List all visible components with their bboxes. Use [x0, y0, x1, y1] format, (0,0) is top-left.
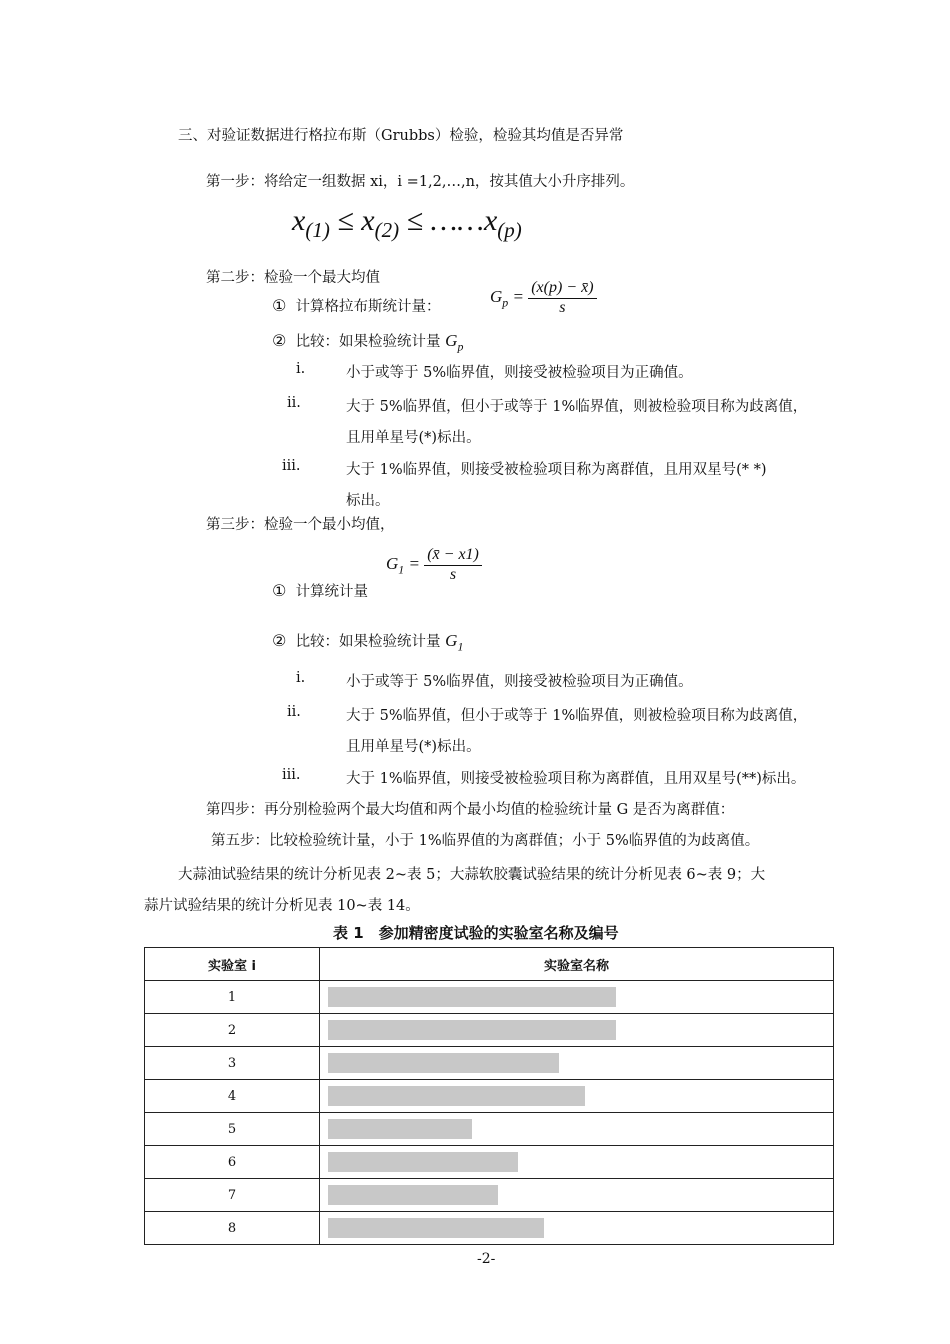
- lab-name-cell: [320, 1080, 834, 1113]
- table-row: [145, 1014, 834, 1047]
- gp-formula: $G_p$ = $\frac{(x(p) - x̄)}{s}$: [490, 280, 597, 317]
- table-row: [145, 1146, 834, 1179]
- step3-text: 第三步：检验一个最小均值，: [206, 517, 395, 533]
- summary-line-1: 大蒜油试验结果的统计分析见表 2~表 5；大蒜软胶囊试验结果的统计分析见表 6~表 9；大: [178, 867, 766, 883]
- table-header-row: [145, 948, 834, 981]
- step4-text: 第四步：再分别检验两个最大均值和两个最小均值的检验统计量 G 是否为离群值：: [206, 802, 735, 818]
- order-formula: $x_{(1)} \le x_{(2)}$ ≤ $\dots\dots x_{(p)}$: [292, 204, 522, 242]
- rule-text-line: 小于或等于 5%临界值，则接受被检验项目为正确值。: [346, 365, 693, 381]
- rule-marker: ii.: [287, 395, 301, 411]
- lab-id-cell: 6: [145, 1146, 320, 1179]
- lab-id-cell: 5: [145, 1113, 320, 1146]
- table-row: [145, 1179, 834, 1212]
- rule-text-line: 且用单星号(*)标出。: [346, 739, 481, 755]
- rule-text-line: 大于 5%临界值，但小于或等于 1%临界值，则被检验项目称为歧离值，: [346, 708, 808, 724]
- lab-name-cell: [320, 1146, 834, 1179]
- table-row: [145, 981, 834, 1014]
- lab-name-cell: [320, 1047, 834, 1080]
- page-number: -2-: [477, 1251, 496, 1267]
- rule-marker: iii.: [282, 458, 301, 474]
- rule-text-line: 大于 1%临界值，则接受被检验项目称为离群值，且用双星号(**)标出。: [346, 771, 806, 787]
- step2-item1: ① 计算格拉布斯统计量：: [272, 296, 441, 315]
- step5-text: 第五步：比较检验统计量，小于 1%临界值的为离群值；小于 5%临界值的为歧离值。: [211, 833, 760, 849]
- summary-line-2: 蒜片试验结果的统计分析见表 10~表 14。: [144, 898, 420, 914]
- redacted-lab-name: [328, 1218, 544, 1238]
- lab-id-cell: 1: [145, 981, 320, 1014]
- rule-text-line: 且用单星号(*)标出。: [346, 430, 481, 446]
- table-row: [145, 1212, 834, 1245]
- redacted-lab-name: [328, 1185, 498, 1205]
- table-caption: 表 1 参加精密度试验的实验室名称及编号: [333, 924, 619, 942]
- rule-text-line: 小于或等于 5%临界值，则接受被检验项目为正确值。: [346, 674, 693, 690]
- rule-marker: i.: [296, 361, 306, 377]
- table-row: [145, 1080, 834, 1113]
- lab-id-cell: 3: [145, 1047, 320, 1080]
- rule-marker: ii.: [287, 704, 301, 720]
- lab-id-cell: 2: [145, 1014, 320, 1047]
- lab-name-cell: [320, 1212, 834, 1245]
- lab-name-cell: [320, 1113, 834, 1146]
- lab-name-cell: [320, 1179, 834, 1212]
- redacted-lab-name: [328, 1152, 518, 1172]
- rule-text-line: 大于 5%临界值，但小于或等于 1%临界值，则被检验项目称为歧离值，: [346, 399, 808, 415]
- rule-text-line: 标出。: [346, 493, 390, 509]
- rule-marker: iii.: [282, 767, 301, 783]
- step2-item2: ② 比较：如果检验统计量 $G_p$: [272, 331, 464, 354]
- header-lab-name: 实验室名称: [320, 948, 834, 981]
- step1-text: 第一步：将给定一组数据 xi，i =1,2,…,n，按其值大小升序排列。: [206, 174, 635, 190]
- lab-name-cell: [320, 1014, 834, 1047]
- lab-name-cell: [320, 981, 834, 1014]
- table-row: [145, 1113, 834, 1146]
- header-lab-id: 实验室 i: [145, 948, 320, 981]
- step3-item2: ② 比较：如果检验统计量 $G_1$: [272, 631, 464, 654]
- lab-table: [144, 947, 834, 1245]
- table-row: [145, 1047, 834, 1080]
- g1-formula: $G_1$ = $\frac{(x̄ - x1)}{s}$: [386, 547, 482, 584]
- rule-text-line: 大于 1%临界值，则接受被检验项目称为离群值，且用双星号(* *): [346, 462, 767, 478]
- lab-id-cell: 8: [145, 1212, 320, 1245]
- redacted-lab-name: [328, 987, 616, 1007]
- rule-marker: i.: [296, 670, 306, 686]
- redacted-lab-name: [328, 1053, 559, 1073]
- step3-item1: ① 计算统计量: [272, 581, 369, 600]
- redacted-lab-name: [328, 1086, 585, 1106]
- redacted-lab-name: [328, 1119, 472, 1139]
- lab-id-cell: 4: [145, 1080, 320, 1113]
- step2-text: 第二步：检验一个最大均值: [206, 270, 380, 286]
- section-heading: 三、对验证数据进行格拉布斯（Grubbs）检验，检验其均值是否异常: [178, 128, 624, 144]
- lab-id-cell: 7: [145, 1179, 320, 1212]
- redacted-lab-name: [328, 1020, 616, 1040]
